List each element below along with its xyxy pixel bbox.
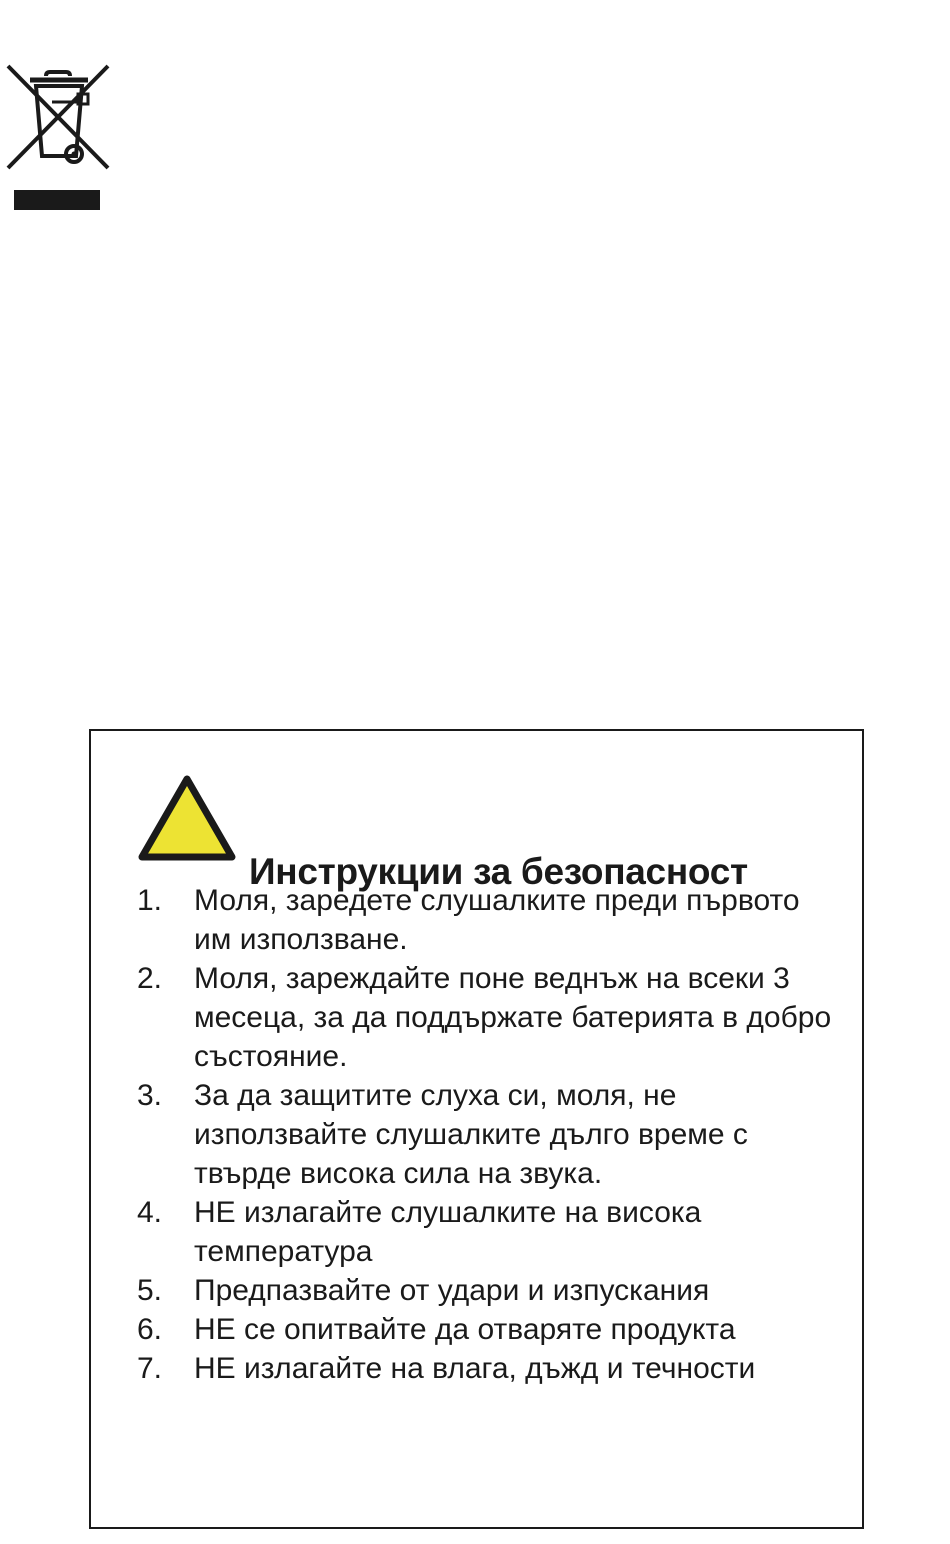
- item-number: 1.: [137, 884, 163, 917]
- safety-instructions-panel: [89, 729, 864, 1529]
- item-text: Предпазвайте от удари и изпускания: [194, 1274, 710, 1307]
- item-text: За да защитите слуха си, моля, не използвайте слушалките дълго време с твърде висока сила на звука.: [194, 1079, 748, 1190]
- item-text: НЕ се опитвайте да отваряте продукта: [194, 1313, 736, 1346]
- list-item: [137, 959, 837, 1076]
- list-item: [137, 881, 837, 959]
- item-text: Моля, зареждайте поне веднъж на всеки 3 месеца, за да поддържате батерията в добро състояние.: [194, 962, 832, 1073]
- list-item: [137, 1349, 837, 1388]
- list-item: [137, 1271, 837, 1310]
- item-number: 6.: [137, 1313, 163, 1346]
- item-number: 7.: [137, 1352, 163, 1385]
- list-item: [137, 1193, 837, 1271]
- item-text: Моля, заредете слушалките преди първото им използване.: [194, 884, 800, 956]
- safety-title: Инструкции за безопасност: [249, 850, 748, 892]
- item-number: 4.: [137, 1196, 163, 1229]
- item-number: 5.: [137, 1274, 163, 1307]
- item-number: 3.: [137, 1079, 163, 1112]
- crossed-out-wheelie-bin-icon: [6, 64, 110, 214]
- safety-rules-list: [137, 881, 837, 1388]
- list-item: [137, 1076, 837, 1193]
- warning-triangle-icon: [137, 773, 237, 863]
- list-item: [137, 1310, 837, 1349]
- item-text: НЕ излагайте на влага, дъжд и течности: [194, 1352, 756, 1385]
- item-number: 2.: [137, 962, 163, 995]
- item-text: НЕ излагайте слушалките на висока температура: [194, 1196, 702, 1268]
